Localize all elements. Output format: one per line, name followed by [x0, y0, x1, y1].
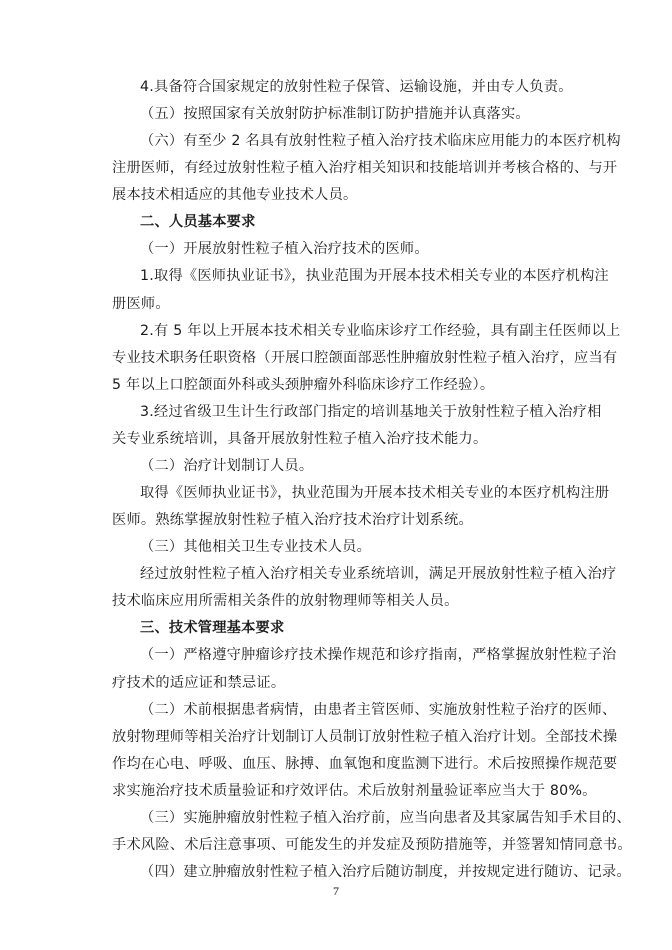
paragraph-line: 4.具备符合国家规定的放射性粒子保管、运输设施，并由专人负责。	[140, 79, 573, 95]
paragraph-line: （四）建立肿瘤放射性粒子植入治疗后随访制度，并按规定进行随访、记录。	[140, 864, 631, 880]
paragraph-line: 作均在心电、呼吸、血压、脉搏、血氧饱和度监测下进行。术后按照操作规范要	[112, 756, 618, 772]
paragraph-line: 技术临床应用所需相关条件的放射物理师等相关人员。	[112, 593, 459, 609]
paragraph-line: 1.取得《医师执业证书》，执业范围为开展本技术相关专业的本医疗机构注	[140, 268, 609, 284]
paragraph-line: 疗技术的适应证和禁忌证。	[112, 675, 286, 691]
paragraph-line: 展本技术相适应的其他专业技术人员。	[112, 187, 358, 203]
paragraph-line: （一）严格遵守肿瘤诊疗技术操作规范和诊疗指南，严格掌握放射性粒子治	[140, 647, 617, 663]
paragraph-line: （三）实施肿瘤放射性粒子植入治疗前，应当向患者及其家属告知手术目的、	[140, 810, 631, 826]
section-heading: 三、技术管理基本要求	[140, 620, 285, 636]
paragraph-line: 取得《医师执业证书》，执业范围为开展本技术相关专业的本医疗机构注册	[140, 485, 610, 501]
paragraph-line: 3.经过省级卫生计生行政部门指定的培训基地关于放射性粒子植入治疗相	[140, 404, 602, 420]
paragraph-line: （二）治疗计划制订人员。	[140, 458, 314, 474]
paragraph-line: 专业技术职务任职资格（开展口腔颌面部恶性肿瘤放射性粒子植入治疗，应当有	[112, 350, 618, 366]
paragraph-line: 关专业系统培训，具备开展放射性粒子植入治疗技术能力。	[112, 431, 488, 447]
page-number: 7	[333, 884, 339, 898]
paragraph-line: （五）按照国家有关放射防护标准制订防护措施并认真落实。	[140, 106, 530, 122]
paragraph-line: （六）有至少 2 名具有放射性粒子植入治疗技术临床应用能力的本医疗机构	[140, 133, 621, 149]
paragraph-line: 5 年以上口腔颌面外科或头颈肿瘤外科临床诊疗工作经验）。	[112, 377, 495, 393]
section-heading: 二、人员基本要求	[140, 214, 256, 230]
paragraph-line: 手术风险、术后注意事项、可能发生的并发症及预防措施等，并签署知情同意书。	[112, 837, 632, 853]
paragraph-line: 求实施治疗技术质量验证和疗效评估。术后放射剂量验证率应当大于 80%。	[112, 783, 597, 799]
paragraph-line: 医师。熟练掌握放射性粒子植入治疗技术治疗计划系统。	[112, 512, 473, 528]
paragraph-line: （一）开展放射性粒子植入治疗技术的医师。	[140, 241, 429, 257]
paragraph-line: 册医师。	[112, 296, 170, 312]
paragraph-line: 放射物理师等相关治疗计划制订人员制订放射性粒子植入治疗计划。全部技术操	[112, 729, 618, 745]
paragraph-line: 注册医师，有经过放射性粒子植入治疗相关知识和技能培训并考核合格的、与开	[112, 160, 618, 176]
paragraph-line: （二）术前根据患者病情，由患者主管医师、实施放射性粒子治疗的医师、	[140, 702, 617, 718]
paragraph-line: 经过放射性粒子植入治疗相关专业系统培训，满足开展放射性粒子植入治疗	[140, 566, 617, 582]
paragraph-line: （三）其他相关卫生专业技术人员。	[140, 539, 372, 555]
paragraph-line: 2.有 5 年以上开展本技术相关专业临床诊疗工作经验，具有副主任医师以上	[140, 323, 621, 339]
